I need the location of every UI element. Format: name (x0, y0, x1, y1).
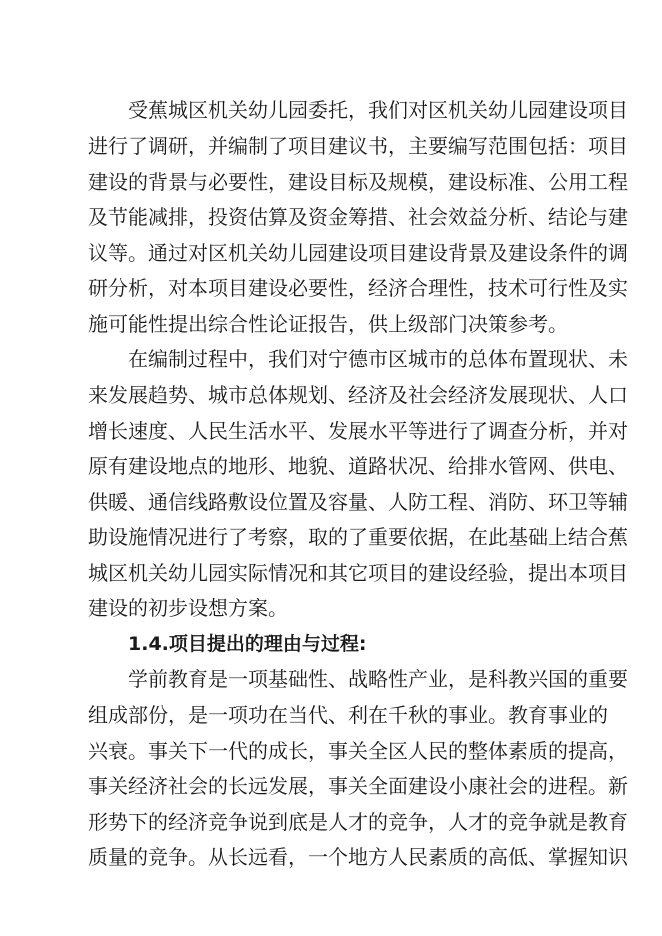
paragraph-2-line-5: 供暖、通信线路敷设位置及容量、人防工程、消防、环卫等辅 (88, 490, 628, 514)
paragraph-1-line-6: 研分析，对本项目建设必要性，经济合理性，技术可行性及实 (88, 276, 628, 300)
paragraph-1-line-7: 施可能性提出综合性论证报告，供上级部门决策参考。 (88, 312, 568, 336)
paragraph-2-line-6: 助设施情况进行了考察，取的了重要依据，在此基础上结合蕉 (88, 525, 628, 549)
paragraph-3-line-1: 学前教育是一项基础性、战略性产业，是科教兴国的重要 (128, 667, 628, 691)
paragraph-2-line-8: 建设的初步设想方案。 (88, 596, 288, 620)
paragraph-3-line-5: 形势下的经济竞争说到底是人才的竞争，人才的竞争就是教育 (88, 810, 628, 834)
paragraph-1-line-1: 受蕉城区机关幼儿园委托，我们对区机关幼儿园建设项目 (128, 98, 628, 122)
paragraph-2-line-7: 城区机关幼儿园实际情况和其它项目的建设经验，提出本项目 (88, 561, 628, 585)
paragraph-1-line-4: 及节能减排，投资估算及资金筹措、社会效益分析、结论与建 (88, 205, 628, 229)
paragraph-3-line-3: 兴衰。事关下一代的成长，事关全区人民的整体素质的提高， (88, 739, 628, 763)
paragraph-2-line-3: 增长速度、人民生活水平、发展水平等进行了调查分析，并对 (88, 419, 628, 443)
paragraph-1-line-2: 进行了调研，并编制了项目建议书，主要编写范围包括：项目 (88, 134, 628, 158)
paragraph-3-line-6: 质量的竞争。从长远看，一个地方人民素质的高低、掌握知识 (88, 845, 628, 869)
paragraph-2-line-1: 在编制过程中，我们对宁德市区城市的总体布置现状、未 (128, 347, 628, 371)
paragraph-1-line-5: 议等。通过对区机关幼儿园建设项目建设背景及建设条件的调 (88, 241, 628, 265)
paragraph-3-line-4: 事关经济社会的长远发展，事关全面建设小康社会的进程。新 (88, 774, 628, 798)
paragraph-3-line-2: 组成部份，是一项功在当代、利在千秋的事业。教育事业的 (88, 703, 608, 727)
section-heading: 1.4.项目提出的理由与过程: (128, 633, 367, 655)
paragraph-2-line-4: 原有建设地点的地形、地貌、道路状况、给排水管网、供电、 (88, 454, 628, 478)
paragraph-1-line-3: 建设的背景与必要性，建设目标及规模，建设标准、公用工程 (88, 170, 628, 194)
paragraph-2-line-2: 来发展趋势、城市总体规划、经济及社会经济发展现状、人口 (88, 383, 628, 407)
